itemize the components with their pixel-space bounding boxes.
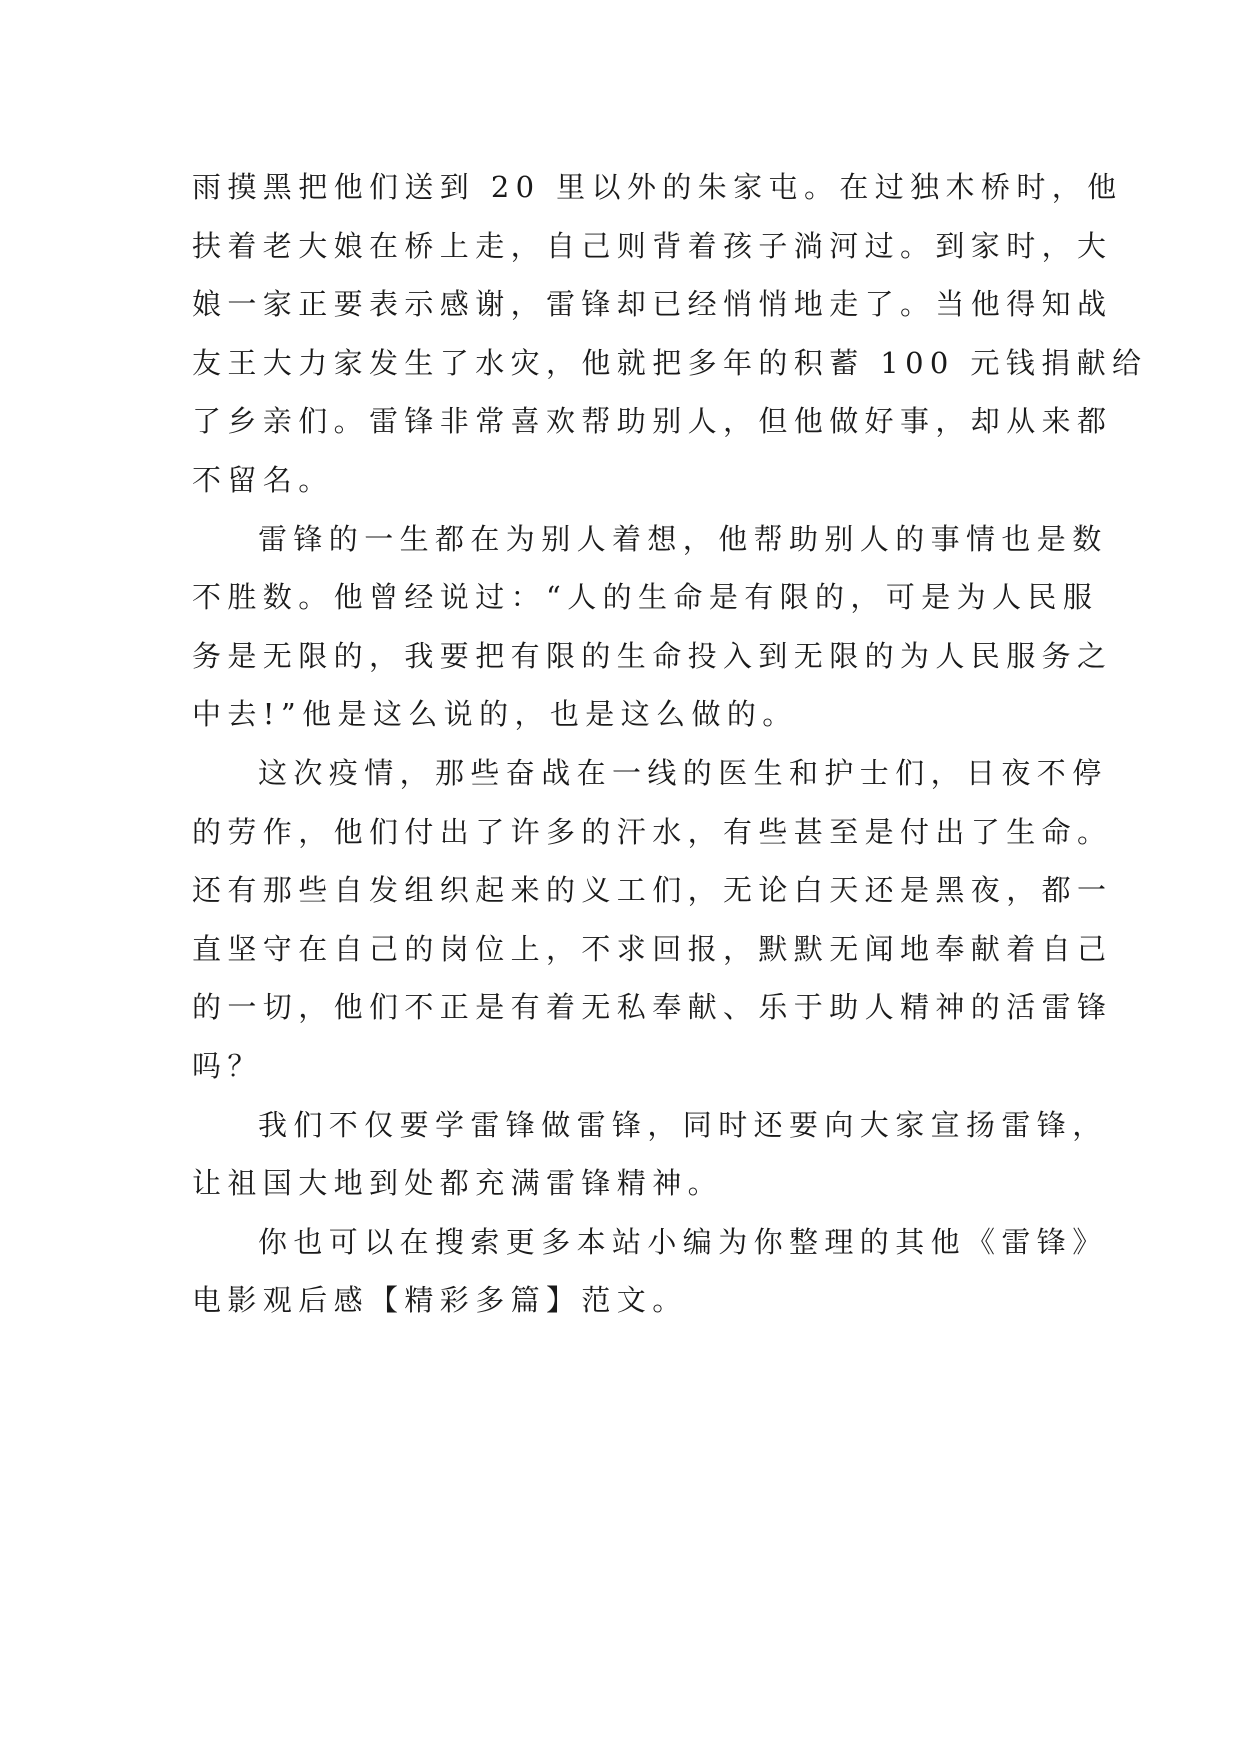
paragraph-2 <box>192 510 1113 744</box>
text-line: 的一切，他们不正是有着无私奉献、乐于助人精神的活雷锋 <box>192 990 1113 1025</box>
text-line: 你也可以在搜索更多本站小编为你整理的其他《雷锋》 <box>258 1224 1108 1259</box>
text-line: 吗？ <box>192 1048 263 1083</box>
paragraph-5 <box>192 1213 1108 1330</box>
text-line: 雨摸黑把他们送到 20 里以外的朱家屯。在过独木桥时，他 <box>192 170 1123 204</box>
text-line: 了乡亲们。雷锋非常喜欢帮助别人，但他做好事，却从来都 <box>192 404 1113 439</box>
text-line: 不留名。 <box>192 462 334 497</box>
text-line: 务是无限的，我要把有限的生命投入到无限的为人民服务之 <box>192 638 1113 673</box>
text-line: 中去!”他是这么说的，也是这么做的。 <box>192 697 798 732</box>
text-line: 这次疫情，那些奋战在一线的医生和护士们，日夜不停 <box>258 755 1108 790</box>
text-line: 电影观后感【精彩多篇】范文。 <box>192 1283 688 1318</box>
text-line: 让祖国大地到处都充满雷锋精神。 <box>192 1166 724 1201</box>
text-line: 扶着老大娘在桥上走，自己则背着孩子淌河过。到家时，大 <box>192 228 1113 263</box>
document-body <box>192 158 1148 1330</box>
text-line: 我们不仅要学雷锋做雷锋，同时还要向大家宣扬雷锋， <box>258 1107 1108 1142</box>
paragraph-3 <box>192 744 1113 1096</box>
text-line: 的劳作，他们付出了许多的汗水，有些甚至是付出了生命。 <box>192 814 1113 849</box>
text-line: 友王大力家发生了水灾，他就把多年的积蓄 100 元钱捐献给 <box>192 345 1148 380</box>
text-line: 雷锋的一生都在为别人着想，他帮助别人的事情也是数 <box>258 521 1108 556</box>
text-line: 直坚守在自己的岗位上，不求回报，默默无闻地奉献着自己 <box>192 931 1113 966</box>
text-line: 还有那些自发组织起来的义工们，无论白天还是黑夜，都一 <box>192 873 1113 908</box>
text-line: 娘一家正要表示感谢，雷锋却已经悄悄地走了。当他得知战 <box>192 287 1113 322</box>
text-line: 不胜数。他曾经说过：“人的生命是有限的，可是为人民服 <box>192 580 1099 615</box>
paragraph-1 <box>192 158 1148 510</box>
paragraph-4 <box>192 1096 1108 1213</box>
